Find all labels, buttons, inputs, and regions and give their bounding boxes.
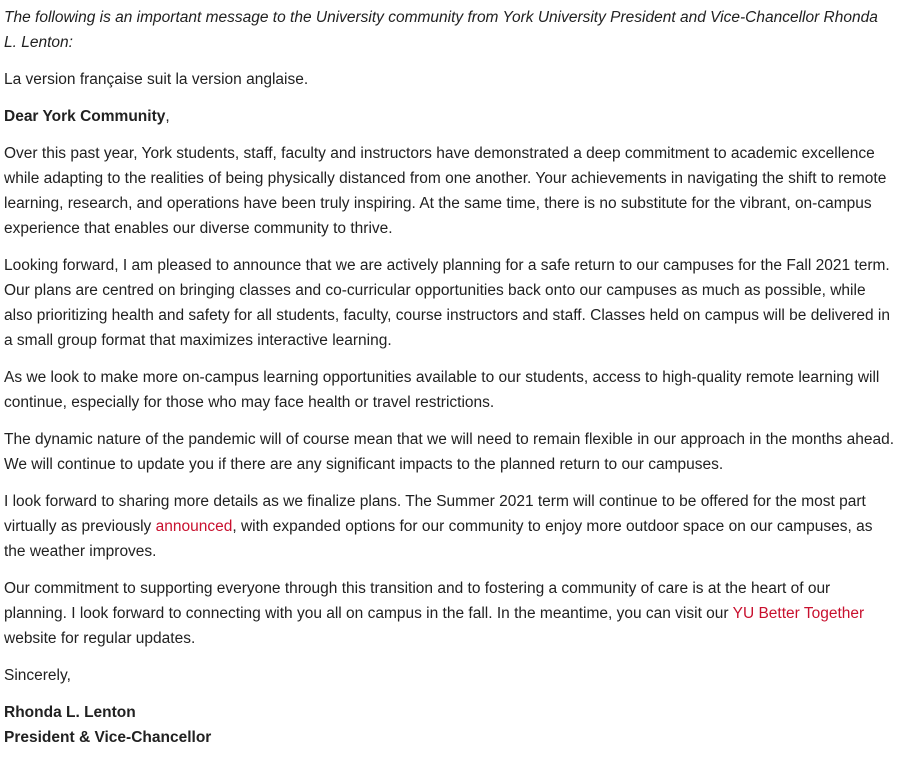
signature-title-text: President & Vice-Chancellor [4,729,212,746]
paragraph-6 [4,576,895,651]
announced-link[interactable]: announced [155,518,233,535]
paragraph-5-text-before: I look forward to sharing more details as we finalize plans. The Summer 2021 term will continue to be offered for the most part virtually as previously [4,493,866,535]
french-version-note: La version française suit la version anglaise. [4,71,309,88]
signature-name [4,700,895,725]
signature-title [4,725,895,750]
paragraph-2: Looking forward, I am pleased to announce that we are actively planning for a safe return to our campuses for the Fall 2021 term. Our plans are centred on bringing classes and co-curricular opportunities back onto our campuses as much as possible, while also prioritizing health and safety for all students, faculty, course instructors and staff. Classes held on campus will be delivered in a small group format that maximizes interactive learning. [4,257,890,349]
paragraph-1: Over this past year, York students, staff, faculty and instructors have demonstrated a deep commitment to academic excellence while adapting to the realities of being physically distanced from one another. Your achievements in navigating the shift to remote learning, research, and operations have been truly inspiring. At the same time, there is no substitute for the vibrant, on-campus experience that enables our diverse community to thrive. [4,145,887,237]
paragraph-4: The dynamic nature of the pandemic will of course mean that we will need to remain flexible in our approach in the months ahead. We will continue to update you if there are any significant impacts to the planned return to our campuses. [4,431,895,473]
paragraph-3: As we look to make more on-campus learning opportunities available to our students, access to high-quality remote learning will continue, especially for those who may face health or travel restrictions. [4,369,880,411]
paragraph-6-text-after: website for regular updates. [4,630,196,647]
yu-better-together-link[interactable]: YU Better Together [732,605,865,622]
paragraph-5-text-after: , with expanded options for our community to enjoy more outdoor space on our campuses, as the weather improves. [4,518,873,560]
salutation [4,104,895,129]
salutation-bold: Dear York Community [4,108,166,125]
closing: Sincerely, [4,667,71,684]
signature-name-text: Rhonda L. Lenton [4,704,136,721]
intro-message: The following is an important message to the University community from York University President and Vice-Chancellor Rhonda L. Lenton: [4,9,878,51]
paragraph-6-text-before: Our commitment to supporting everyone through this transition and to fostering a community of care is at the heart of our planning. I look forward to connecting with you all on campus in the fall. In the meantime, you can visit our [4,580,831,622]
salutation-punct: , [165,108,170,125]
paragraph-5 [4,489,895,564]
